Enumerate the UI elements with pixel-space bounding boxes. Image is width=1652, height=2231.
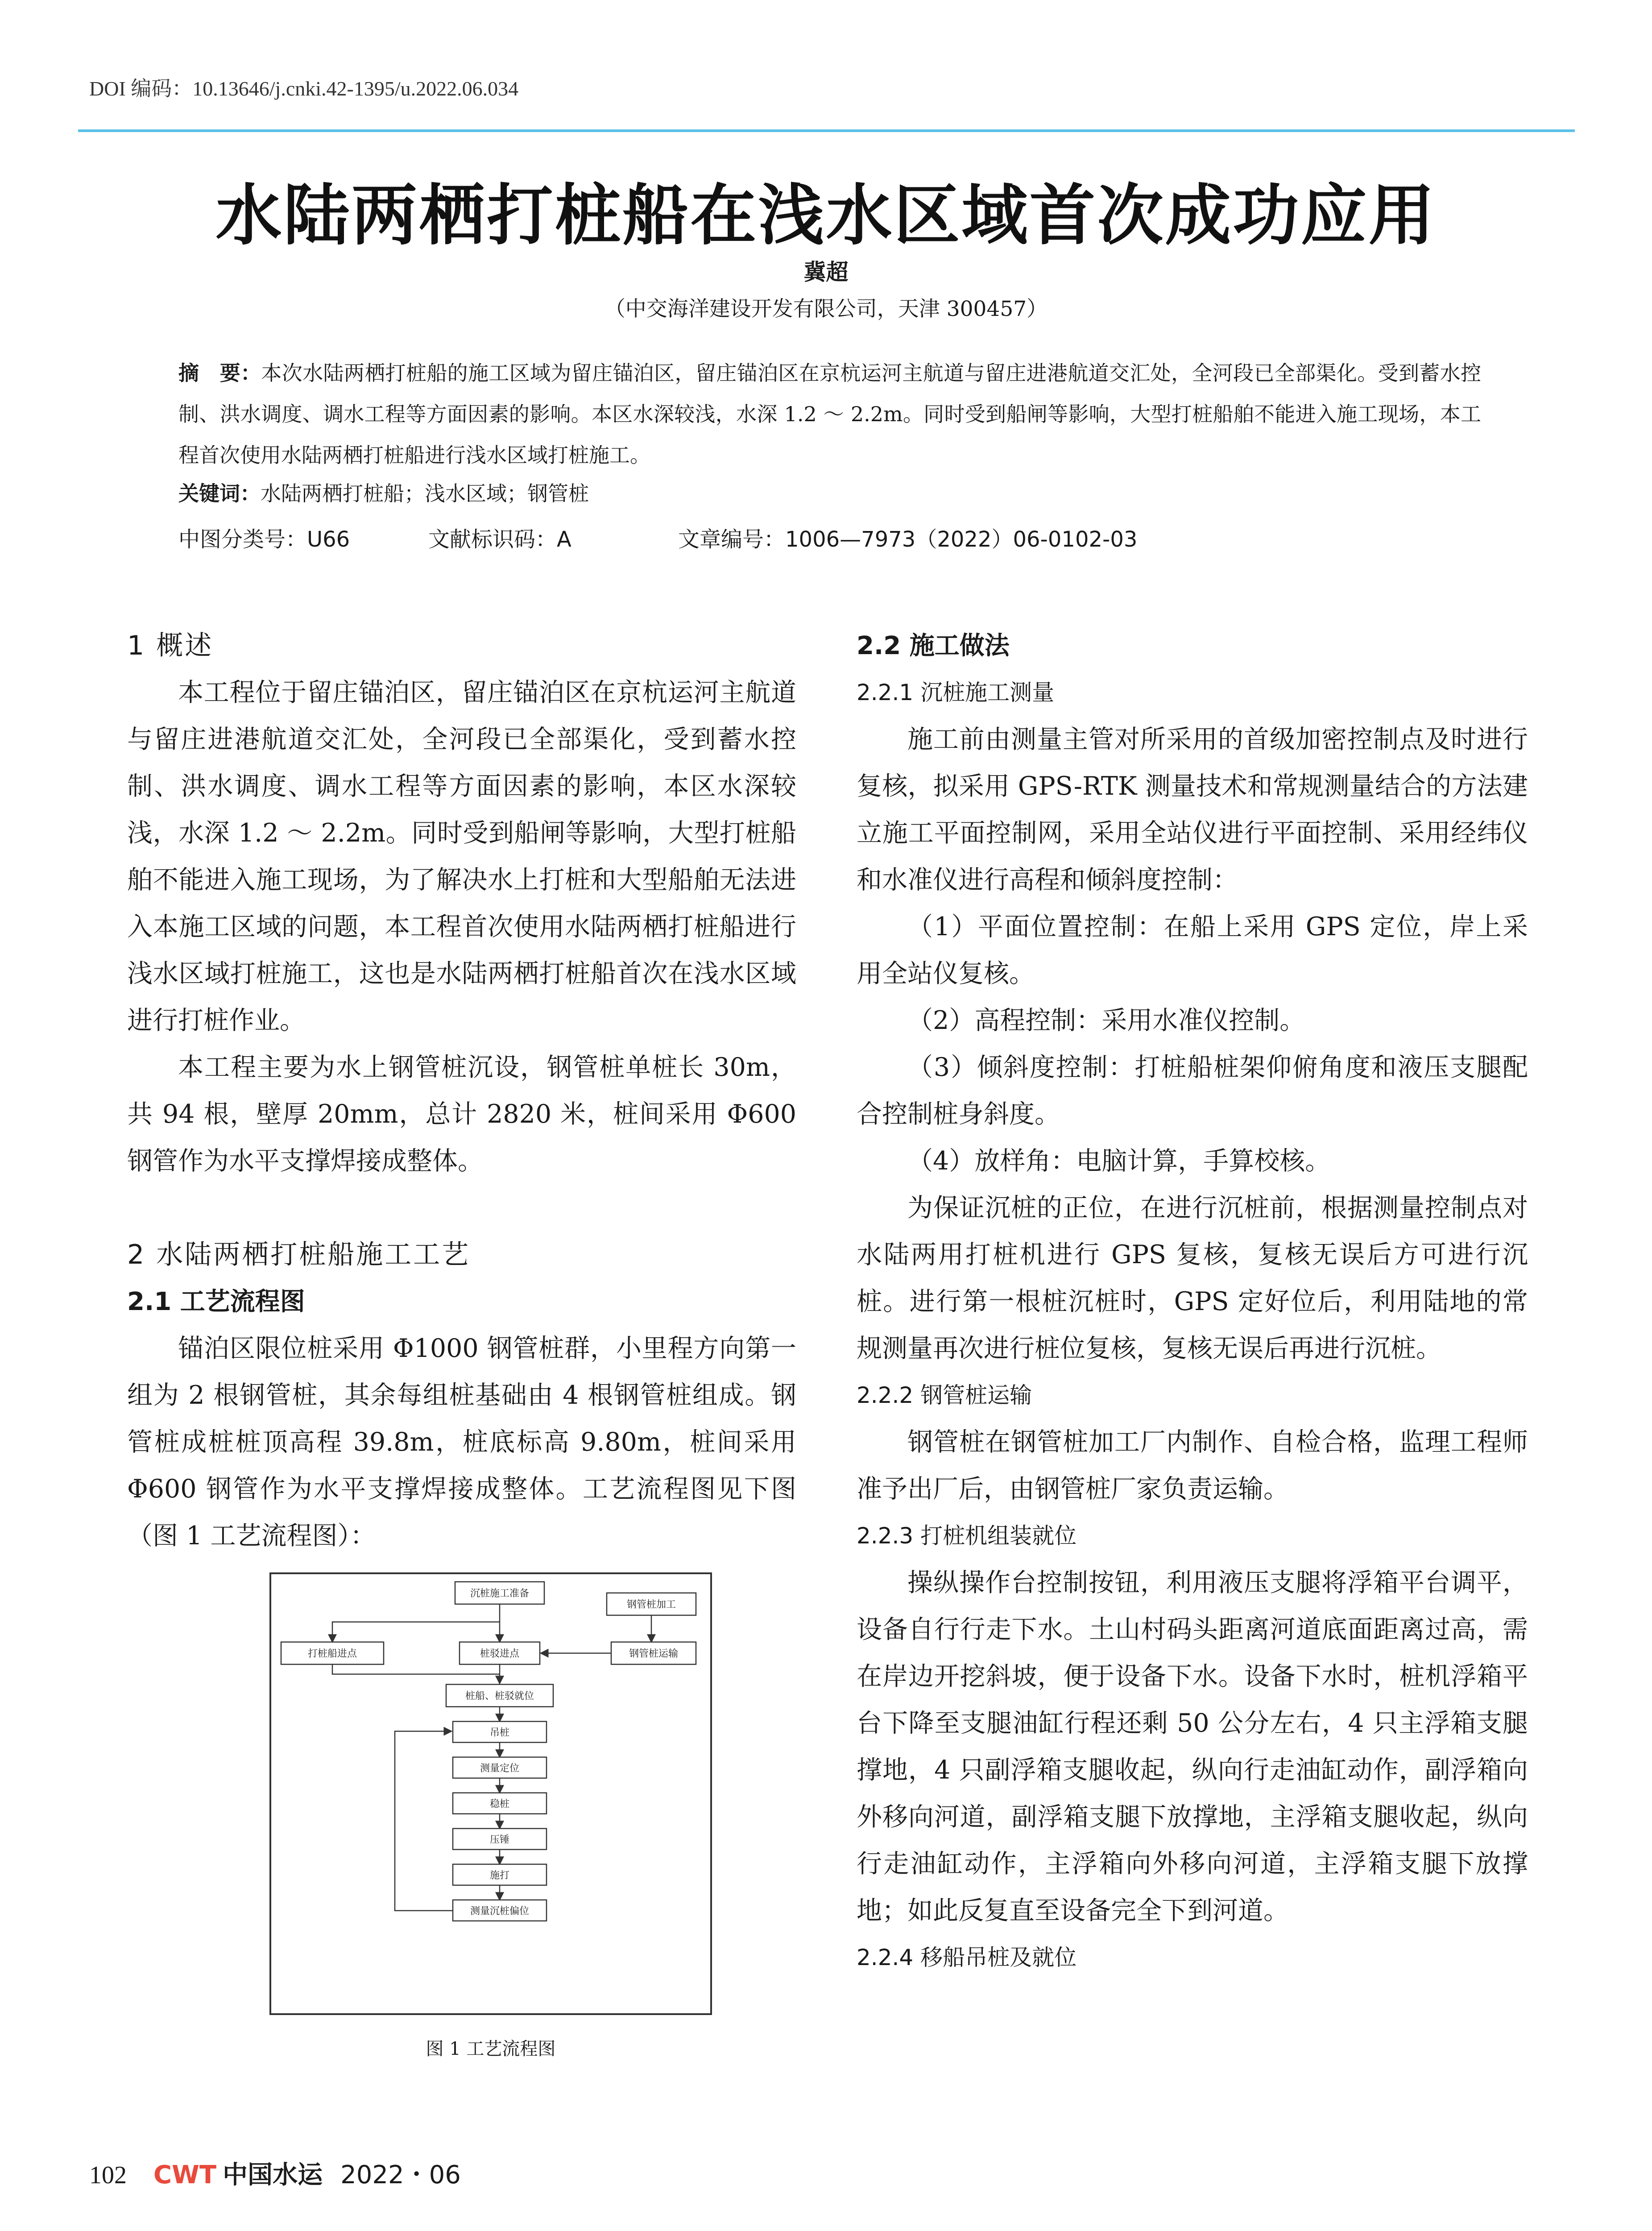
node-barge-label: 桩驳进点 <box>480 1648 520 1659</box>
node-transport-label: 钢管桩运输 <box>629 1648 679 1659</box>
process-flowchart <box>268 1571 714 2017</box>
node-deviation-label: 测量沉桩偏位 <box>470 1906 530 1917</box>
doi-line: DOI 编码：10.13646/j.cnki.42-1395/u.2022.06.034 <box>89 77 519 100</box>
node-position-label: 桩船、桩驳就位 <box>465 1691 534 1702</box>
section-2-2-1-item-1: （1）平面位置控制：在船上采用 GPS 定位，岸上采用全站仪复核。 <box>857 912 1528 988</box>
section-2-2-1-item-2: （2）高程控制：采用水准仪控制。 <box>907 1006 1305 1035</box>
keywords-text: 水陆两栖打桩船；浅水区域；钢管桩 <box>261 481 589 506</box>
section-1-heading: 1 概述 <box>127 630 214 661</box>
node-drive-label: 施打 <box>489 1870 510 1881</box>
page-number: 102 <box>89 2161 127 2189</box>
clc-number: 中图分类号：U66 <box>178 527 350 552</box>
node-stabilize-label: 稳桩 <box>489 1799 510 1810</box>
classification-line <box>178 522 1137 553</box>
abstract <box>178 352 1481 476</box>
section-2-2-1-para-1: 施工前由测量主管对所采用的首级加密控制点及时进行复核，拟采用 GPS-RTK 测量技术和常规测量结合的方法建立施工平面控制网，采用全站仪进行平面控制、采用经纬仪和水准仪进行高程和倾斜度控制： <box>857 725 1528 895</box>
right-column <box>857 622 1528 1981</box>
section-2-2-2-para-1: 钢管桩在钢管桩加工厂内制作、自检合格，监理工程师准予出厂后，由钢管桩厂家负责运输。 <box>857 1427 1528 1504</box>
journal-issue: 2022・06 <box>340 2161 461 2190</box>
section-2-2-1-item-4: （4）放样角：电脑计算，手算校核。 <box>907 1146 1331 1176</box>
journal-brand: CWT <box>153 2161 217 2190</box>
document-code: 文献标识码：A <box>428 527 571 552</box>
node-pile-driver-label: 打桩船进点 <box>307 1648 357 1659</box>
section-2-2-1-heading: 2.2.1 沉桩施工测量 <box>857 680 1055 705</box>
section-2-1-para-1: 锚泊区限位桩采用 Φ1000 钢管桩群，小里程方向第一组为 2 根钢管桩，其余每组桩基础由 4 根钢管桩组成。钢管桩成桩桩顶高程 39.8m，桩底标高 9.80m，桩间采用 Φ600 钢管作为水平支撑焊接成整体。工艺流程图见下图（图 1 工艺流程图）： <box>127 1334 796 1551</box>
left-column <box>127 622 796 1559</box>
node-fabricate-label: 钢管桩加工 <box>626 1599 676 1610</box>
affiliation: （中交海洋建设开发有限公司，天津 300457） <box>604 297 1048 321</box>
abstract-label: 摘 要： <box>178 361 261 385</box>
section-2-2-4-heading: 2.2.4 移船吊桩及就位 <box>857 1945 1077 1970</box>
journal-name: 中国水运 <box>223 2161 323 2190</box>
section-2-2-2-heading: 2.2.2 钢管桩运输 <box>857 1382 1032 1408</box>
figure-caption: 图 1 工艺流程图 <box>426 2039 556 2059</box>
node-measure-label: 测量定位 <box>480 1763 520 1774</box>
page-footer <box>89 2155 461 2191</box>
article-number: 文章编号：1006—7973（2022）06-0102-03 <box>678 527 1138 552</box>
header-rule <box>78 129 1575 132</box>
section-2-2-3-para-1: 操纵操作台控制按钮，利用液压支腿将浮箱平台调平，设备自行行走下水。土山村码头距离河道底面距离过高，需在岸边开挖斜坡，便于设备下水。设备下水时，桩机浮箱平台下降至支腿油缸行程还剩 50 公分左右，4 只主浮箱支腿撑地，4 只副浮箱支腿收起，纵向行走油缸动作，副浮箱向外移向河道，副浮箱支腿下放撑地，主浮箱支腿收起，纵向行走油缸动作，主浮箱向外移向河道，主浮箱支腿下放撑地；如此反复直至设备完全下到河道。 <box>857 1568 1528 1925</box>
section-2-2-3-heading: 2.2.3 打桩机组装就位 <box>857 1523 1077 1549</box>
section-2-2-1-para-2: 为保证沉桩的正位，在进行沉桩前，根据测量控制点对水陆两用打桩机进行 GPS 复核，复核无误后方可进行沉桩。进行第一根桩沉桩时，GPS 定好位后，利用陆地的常规测量再次进行桩位复核，复核无误后再进行沉桩。 <box>857 1193 1528 1363</box>
section-2-2-1-item-3: （3）倾斜度控制：打桩船桩架仰俯角度和液压支腿配合控制桩身斜度。 <box>857 1053 1528 1129</box>
node-prep-label: 沉桩施工准备 <box>470 1588 530 1599</box>
abstract-text: 本次水陆两栖打桩船的施工区域为留庄锚泊区，留庄锚泊区在京杭运河主航道与留庄进港航道交汇处，全河段已全部渠化。受到蓄水控制、洪水调度、调水工程等方面因素的影响。本区水深较浅，水深 1.2 ～ 2.2m。同时受到船闸等影响，大型打桩船舶不能进入施工现场，本工程首次使用水陆两栖打桩船进行浅水区域打桩施工。 <box>178 361 1482 467</box>
section-2-2-heading: 2.2 施工做法 <box>857 631 1010 660</box>
author: 冀超 <box>803 259 849 285</box>
node-hammer-press-label: 压锤 <box>489 1834 510 1845</box>
section-2-heading: 2 水陆两栖打桩船施工工艺 <box>127 1239 471 1270</box>
keywords-label: 关键词： <box>178 481 261 506</box>
section-1-para-1: 本工程位于留庄锚泊区，留庄锚泊区在京杭运河主航道与留庄进港航道交汇处，全河段已全部渠化，受到蓄水控制、洪水调度、调水工程等方面因素的影响，本区水深较浅，水深 1.2 ～ 2.2m。同时受到船闸等影响，大型打桩船舶不能进入施工现场，为了解决水上打桩和大型船舶无法进入本施工区域的问题，本工程首次使用水陆两栖打桩船进行浅水区域打桩施工，这也是水陆两栖打桩船首次在浅水区域进行打桩作业。 <box>127 678 796 1035</box>
node-lift-label: 吊桩 <box>489 1727 510 1738</box>
section-1-para-2: 本工程主要为水上钢管桩沉设，钢管桩单桩长 30m，共 94 根，壁厚 20mm，总计 2820 米，桩间采用 Φ600 钢管作为水平支撑焊接成整体。 <box>127 1053 796 1176</box>
article-title: 水陆两栖打桩船在浅水区域首次成功应用 <box>215 177 1437 254</box>
keywords <box>178 477 589 507</box>
section-2-1-heading: 2.1 工艺流程图 <box>127 1287 305 1316</box>
